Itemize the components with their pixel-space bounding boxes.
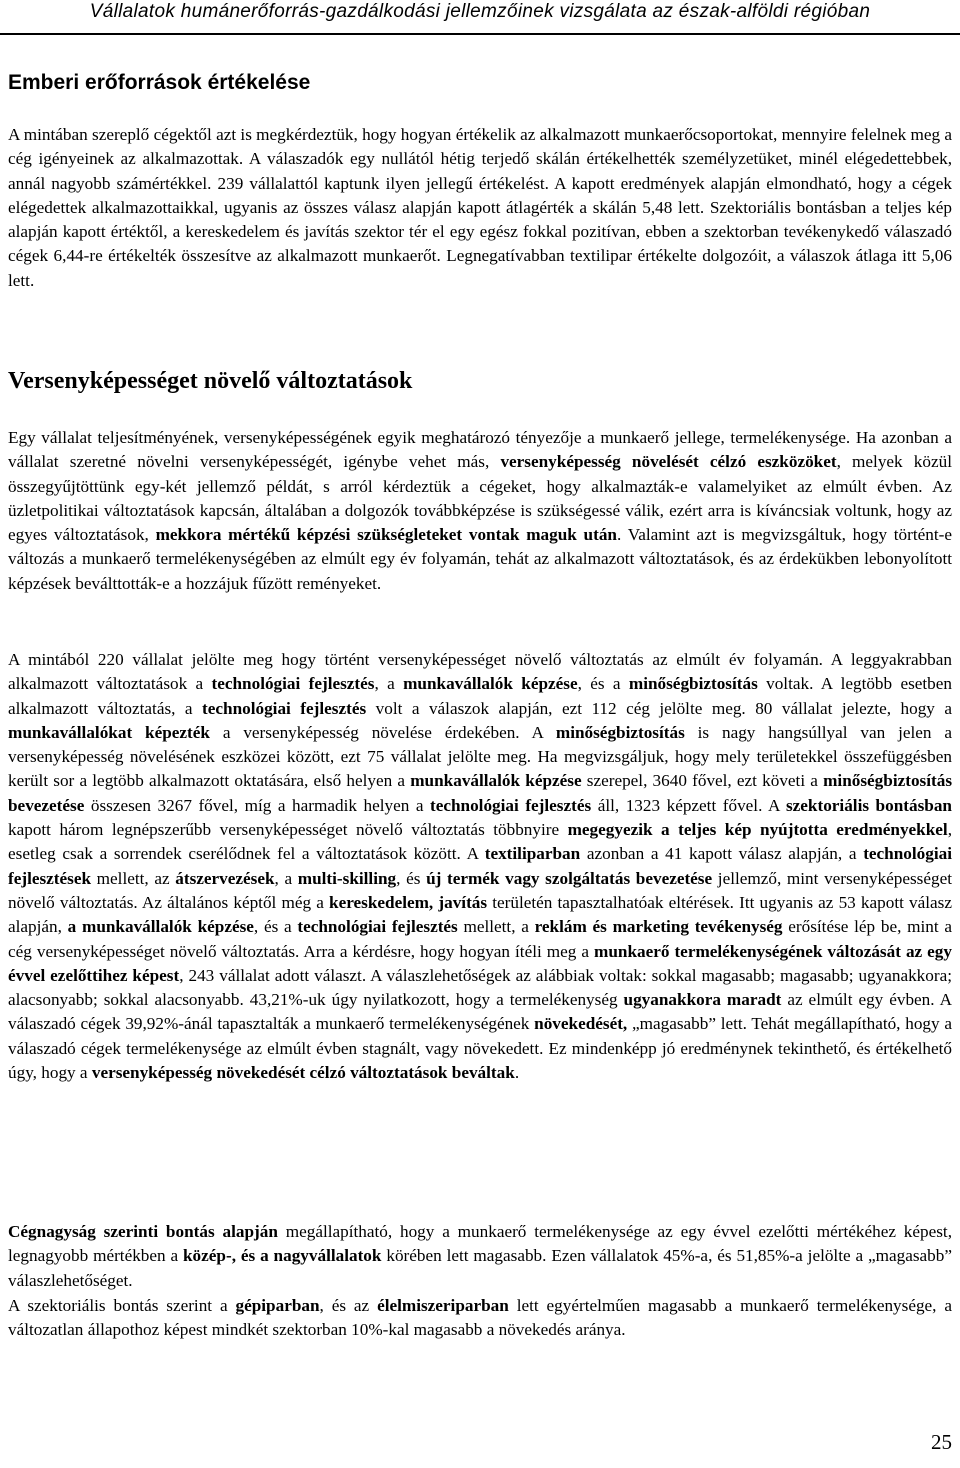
text-run: , a bbox=[274, 868, 298, 888]
page-number: 25 bbox=[931, 1430, 952, 1454]
bold-run: munkavállalók képzése bbox=[410, 771, 582, 791]
bold-run: növekedését, bbox=[534, 1014, 628, 1034]
text-run: körében lett magasabb. Ezen vállalatok 45%-a, és 51,85%-a jelölte a „magasabb” válaszlehetőséget. bbox=[8, 1246, 952, 1290]
text-run: áll, 1323 képzett fővel. A bbox=[591, 795, 786, 815]
text-run: összesen 3267 fővel, míg a harmadik helyen a bbox=[84, 795, 430, 815]
text-run: „magasabb” lett. Tehát megállapítható, hogy a válaszadó cégek termelékenysége az elmúlt évben stagnált, vagy növekedett. Ez mindenképp jó eredménynek tekinthető, és értékelhető úgy, hogy a bbox=[8, 1014, 952, 1083]
bold-run: technológiai fejlesztések bbox=[8, 844, 952, 888]
paragraph-hr-evaluation bbox=[8, 123, 952, 293]
section-title-competitiveness: Versenyképességet növelő változtatások bbox=[8, 368, 413, 394]
text-run: . bbox=[514, 1063, 520, 1083]
paragraph-text: A mintában szereplő cégektől azt is megkérdeztük, hogy hogyan értékelik az alkalmazott munkaerőcsoportokat, mennyire felelnek meg a cég igényeinek az alkalmazottak. A válaszadók egy nullától hétig terjedő skálán értékelhették személyzetüket, minél elégedettebbek, annál nagyobb számértékkel. 239 vállalattól kaptunk ilyen jellegű értékelést. A kapott eredmények alapján elmondható, hogy a cégek elégedettek alkalmazottaikkal, ugyanis az összes válasz alapján kapott átlagérték a skálán 5,48 lett. Szektoriális bontásban a teljes kép alapján kapott értéktől, a kereskedelem és javítás szektor tér el egy egész fokkal pozitívan, ebben a szektorban tevékenykedő válaszadó cégek 6,44-re értékelték összesítve az alkalmazott munkaerőt. Legnegatívabban textilipar értékelte dolgozóit, a válaszok átlaga itt 5,06 lett. bbox=[8, 125, 953, 290]
text-run: megállapítható, hogy a munkaerő termelékenysége az egy évvel ezelőtti mértékéhez képest, legnagyobb mértékben a bbox=[8, 1222, 953, 1266]
text-run: is nagy hangsúllyal van jelen a versenyképesség növelésének eszközei között, ezt 75 vállalat jelölte meg. Ha megvizsgáljuk, hogy mely területekkel összefüggésben került sor a legtöbb alkalmazott oktatására, első helyen a bbox=[8, 722, 952, 791]
paragraph-company-size bbox=[8, 1220, 952, 1293]
bold-run: gépiparban bbox=[235, 1296, 320, 1315]
bold-run: minőségbiztosítás bbox=[628, 674, 758, 694]
text-run: , és a bbox=[253, 917, 298, 937]
paragraph-text bbox=[8, 1220, 952, 1293]
bold-run: Cégnagyság szerinti bontás alapján bbox=[8, 1222, 278, 1241]
bold-run: technológiai fejlesztés bbox=[202, 698, 367, 718]
text-run: , melyek közül összegyűjtöttünk egy-két jellemző példát, s arról kérdeztük a cégeket, hogy alkalmazták-e valamelyiket az elmúlt évben. Az üzletpolitikai változtatások kapcsán, általában a dolgozók továbbképzése is szükségessé válik, ezért arra is kíváncsiak voltunk, hogy az egyes változtatások, bbox=[8, 452, 952, 545]
bold-run: közép-, és a nagyvállalatok bbox=[183, 1246, 382, 1266]
bold-run: élelmiszeriparban bbox=[377, 1296, 509, 1315]
section-title-hr-evaluation: Emberi erőforrások értékelése bbox=[8, 71, 311, 94]
text-run: A mintából 220 vállalat jelölte meg hogy történt versenyképességet növelő változtatás az elmúlt év folyamán. A leggyakrabban alkalmazott változtatások a bbox=[8, 650, 952, 694]
header-divider bbox=[0, 33, 960, 35]
text-run: . Valamint azt is megvizsgáltuk, hogy történt-e változás a munkaerő termelékenységében az elmúlt egy év folyamán, tehát az alkalmazott változtatások, és az érdekükben lebonyolított képzések beválttották-e a hozzájuk fűzött reményeket. bbox=[8, 525, 952, 593]
bold-run: textiliparban bbox=[484, 844, 581, 864]
bold-run: technológiai fejlesztés bbox=[297, 917, 458, 937]
paragraph-sectoral bbox=[8, 1294, 952, 1343]
text-run: , a bbox=[374, 674, 404, 694]
bold-run: versenyképesség növelését célzó eszközöket bbox=[500, 452, 837, 472]
text-run: kapott három legnépszerűbb versenyképességet növelő változtatás többnyire bbox=[8, 820, 568, 840]
bold-run: átszervezések bbox=[175, 868, 275, 888]
bold-run: munkaerő termelékenységének változását az egy évvel ezelőttihez képest bbox=[8, 941, 952, 985]
bold-run: megegyezik a teljes kép nyújtotta eredményekkel bbox=[567, 820, 948, 840]
text-run: Egy vállalat teljesítményének, versenyképességének egyik meghatározó tényezője a munkaerő jellege, termelékenysége. Ha azonban a vállalat szeretné növelni versenyképességét, igénybe vehet más, bbox=[8, 428, 952, 472]
paragraph-text bbox=[8, 426, 952, 596]
bold-run: versenyképesség növekedését célzó változtatások beváltak bbox=[91, 1063, 515, 1083]
bold-run: szektoriális bontásban bbox=[785, 795, 952, 815]
bold-run: multi-skilling bbox=[297, 868, 397, 888]
text-run: a versenyképesség növelése érdekében. A bbox=[209, 722, 556, 742]
text-run: , 243 vállalat adott választ. A válaszlehetőségek az alábbiak voltak: sokkal magasabb; magasabb; ugyanakkora; alacsonyabb; sokkal alacsonyabb. 43,21%-uk úgy nyilatkozott, hogy a termelékenység bbox=[8, 965, 952, 1010]
paragraph-text bbox=[8, 648, 952, 1085]
text-run: területén tapasztalhatóak eltérések. Itt ugyanis az 53 kapott válasz alapján, bbox=[8, 892, 952, 937]
text-run: mellett, az bbox=[91, 868, 176, 888]
text-run: , és az bbox=[319, 1296, 378, 1315]
text-run: , esetleg csak a sorrendek cserélődnek fel a változtatások között. A bbox=[8, 820, 952, 864]
text-run: jellemző, mint versenyképességet növelő változtatás. Az általános képtől még a bbox=[8, 868, 952, 912]
bold-run: a munkavállalók képzése bbox=[67, 917, 254, 937]
running-header: Vállalatok humánerőforrás-gazdálkodási jellemzőinek vizsgálata az észak-alföldi régióban bbox=[89, 1, 871, 22]
bold-run: ugyanakkora maradt bbox=[623, 990, 782, 1010]
bold-run: új termék vagy szolgáltatás bevezetése bbox=[426, 868, 713, 888]
text-run: A szektoriális bontás szerint a bbox=[8, 1296, 236, 1315]
bold-run: technológiai fejlesztés bbox=[211, 674, 375, 694]
bold-run: minőségbiztosítás bevezetése bbox=[8, 771, 953, 815]
text-run: lett egyértelműen magasabb a munkaerő termelékenysége, a változatlan állapothoz képest mindkét szektorban 10%-kal magasabb a növekedés aránya. bbox=[8, 1296, 952, 1340]
text-run: , és a bbox=[577, 674, 629, 694]
paragraph-competitiveness-results bbox=[8, 648, 952, 1085]
bold-run: munkavállalókat képezték bbox=[8, 722, 210, 742]
paragraph-text bbox=[8, 1294, 952, 1343]
paragraph-competitiveness-intro bbox=[8, 426, 952, 596]
text-run: az elmúlt egy évben. A válaszadó cégek 39,92%-ánál tapasztalták a munkaerő termelékenységének bbox=[8, 990, 953, 1034]
text-run: mellett, a bbox=[457, 917, 535, 937]
text-run: azonban a 41 kapott válasz alapján, a bbox=[580, 844, 864, 864]
text-run: voltak. A legtöbb esetben alkalmazott változtatás, a bbox=[8, 674, 952, 718]
text-run: volt a válaszok alapján, ezt 112 cég jelölte meg. 80 vállalat jelezte, hogy a bbox=[366, 698, 953, 718]
text-run: szerepel, 3640 fővel, ezt követi a bbox=[581, 771, 824, 791]
bold-run: mekkora mértékű képzési szükségleteket vontak maguk után bbox=[155, 525, 617, 545]
text-run: erősítése lép be, mint a cég versenyképességet növelő változtatás. Arra a kérdésre, hogy hogyan ítéli meg a bbox=[8, 917, 953, 961]
bold-run: kereskedelem, javítás bbox=[329, 892, 488, 912]
bold-run: munkavállalók képzése bbox=[403, 674, 578, 694]
bold-run: minőségbiztosítás bbox=[555, 722, 685, 742]
bold-run: technológiai fejlesztés bbox=[429, 795, 592, 815]
text-run: , és bbox=[396, 868, 427, 888]
bold-run: reklám és marketing tevékenység bbox=[534, 917, 783, 937]
